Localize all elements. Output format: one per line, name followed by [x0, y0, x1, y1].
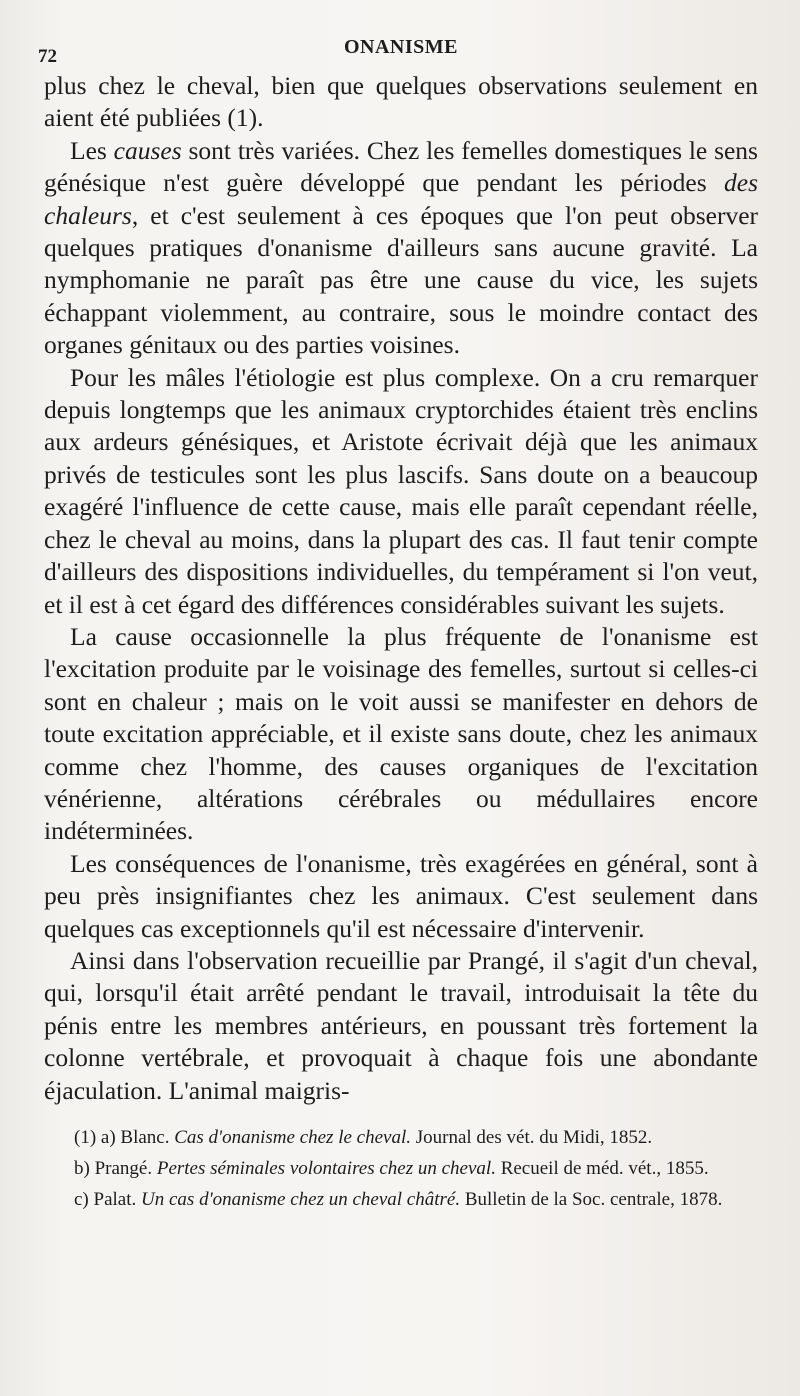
text-run: , et c'est seulement à ces époques que l'on peut observer quelques pratiques d'onanisme d'ailleurs sans aucune gravité. La nymphomanie ne paraît pas être une cause du vice, les sujets échappant violemment, au contraire, sous le moindre contact des organes génitaux ou des parties voisines. [44, 200, 758, 360]
running-head [38, 30, 758, 70]
footnote [44, 1187, 758, 1212]
footnote [44, 1156, 758, 1181]
italic-text: des chaleurs [44, 168, 758, 230]
paragraph [44, 621, 758, 848]
text-run: Journal des vét. du Midi, 1852. [411, 1127, 653, 1148]
text-run: sont très variées. Chez les femelles domestiques le sens génésique n'est guère développé que pendant les périodes [44, 135, 758, 198]
footnotes [44, 1125, 758, 1212]
text-run: Recueil de méd. vét., 1855. [495, 1158, 709, 1179]
text-run: Pour les mâles l'étiologie est plus complexe. On a cru remarquer depuis longtemps que les animaux cryptorchides étaient très enclins aux ardeurs génésiques, et Aristote écrivait déjà que les animaux privés de testicules sont les plus lascifs. Sans doute on a beaucoup exagéré l'influence de cette cause, mais elle paraît cependant réelle, chez le cheval au moins, dans la plupart des cas. Il faut tenir compte d'ailleurs des dispositions individuelles, du tempérament si l'on veut, et il est à cet égard des différences considérables suivant les sujets. [44, 362, 758, 619]
text-run: (1) a) Blanc. [74, 1127, 175, 1148]
paragraph [44, 945, 758, 1107]
page-number: 72 [38, 46, 57, 67]
paragraph [44, 70, 758, 135]
text-run: b) Prangé. [74, 1158, 157, 1179]
text-run: La cause occasionnelle la plus fréquente de l'onanisme est l'excitation produite par le voisinage des femelles, surtout si celles-ci sont en chaleur ; mais on le voit aussi se manifester en dehors de toute excitation appréciable, et il existe sans doute, chez les animaux comme chez l'homme, des causes organiques de l'excitation vénérienne, altérations cérébrales ou médullaires encore indéterminées. [44, 621, 758, 846]
text-run: Bulletin de la Soc. centrale, 1878. [460, 1189, 723, 1210]
body-text [44, 70, 758, 1107]
footnote [44, 1125, 758, 1150]
paragraph [44, 135, 758, 362]
paragraph [44, 848, 758, 945]
paragraph [44, 362, 758, 621]
text-run: Ainsi dans l'observation recueillie par Prangé, il s'agit d'un cheval, qui, lorsqu'il était arrêté pendant le travail, introduisait la tête du pénis entre les membres antérieurs, en poussant très fortement la colonne vertébrale, et provoquait à chaque fois une abondante éjaculation. L'animal maigris- [44, 945, 758, 1105]
text-run: Les conséquences de l'onanisme, très exagérées en général, sont à peu près insignifiantes chez les animaux. C'est seulement dans quelques cas exceptionnels qu'il est nécessaire d'intervenir. [44, 848, 758, 943]
text-run: Les [70, 135, 114, 165]
italic-text: Pertes séminales volontaires chez un cheval. [156, 1158, 496, 1179]
italic-text: causes [113, 135, 182, 165]
italic-text: Cas d'onanisme chez le cheval. [174, 1127, 411, 1148]
text-run: c) Palat. [74, 1189, 142, 1210]
text-run: plus chez le cheval, bien que quelques observations seulement en aient été publiées (1). [44, 71, 758, 133]
italic-text: Un cas d'onanisme chez un cheval châtré. [141, 1189, 461, 1210]
running-title: ONANISME [343, 36, 458, 58]
